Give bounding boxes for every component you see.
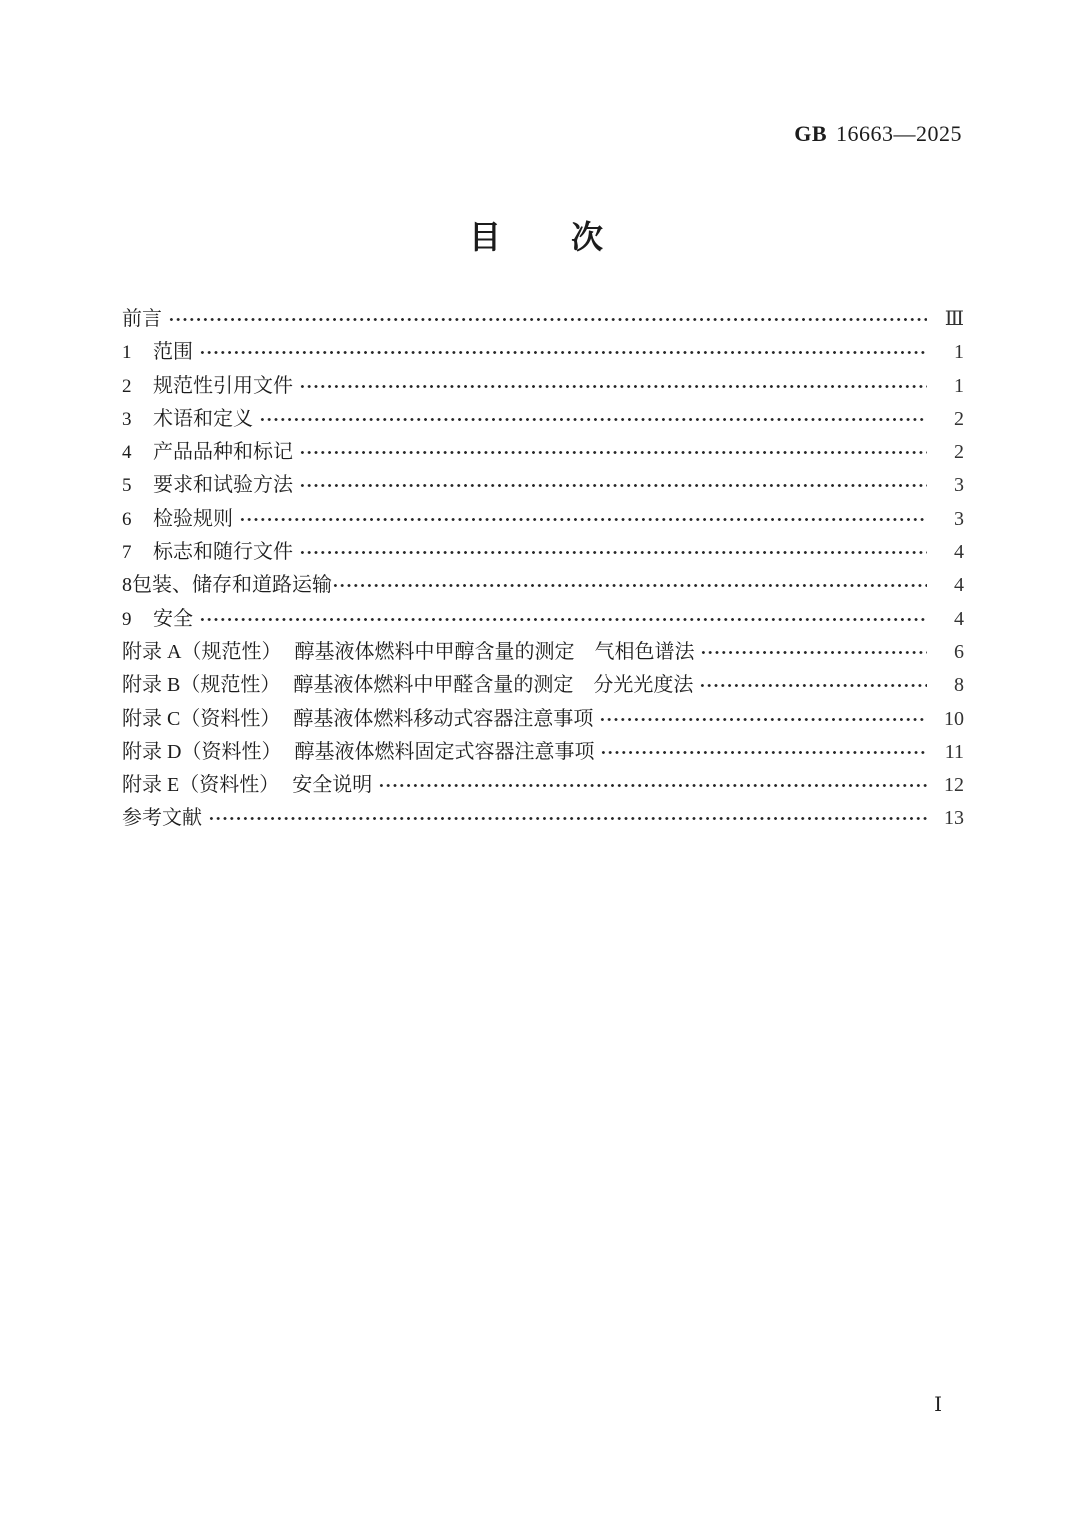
toc-entry-label: 附录 A（规范性） <box>122 640 282 663</box>
toc-entry-label: 2 <box>122 375 132 397</box>
toc-entry-title: 产品品种和标记 <box>153 441 293 464</box>
standard-code-number: 16663—2025 <box>836 121 962 146</box>
toc-entry-page: 1 <box>954 341 964 364</box>
toc-entry-label: 附录 D（资料性） <box>122 740 282 763</box>
toc-entry[interactable] <box>122 603 964 636</box>
toc-entry-page: 3 <box>954 474 964 497</box>
toc-entry-label: 3 <box>122 408 132 430</box>
toc-dot-leader <box>299 436 927 469</box>
toc-entry-page: 6 <box>954 640 964 663</box>
toc-dot-leader <box>168 303 927 336</box>
toc-entry[interactable] <box>122 469 964 502</box>
toc-entry-title: 范围 <box>153 341 193 364</box>
toc-entry-page: Ⅲ <box>944 308 964 330</box>
toc-entry-label: 附录 C（资料性） <box>122 707 281 730</box>
toc-dot-leader <box>600 736 927 769</box>
toc-entry-title: 安全 <box>153 607 193 630</box>
toc-entry-page: 4 <box>954 541 964 564</box>
toc-entry-page: 12 <box>944 774 964 797</box>
toc-entry-label: 1 <box>122 342 132 364</box>
toc-entry[interactable] <box>122 703 964 736</box>
toc-entry-label: 5 <box>122 475 132 497</box>
toc-entry-title: 包装、储存和道路运输 <box>132 574 332 597</box>
toc-entry-title: 醇基液体燃料移动式容器注意事项 <box>293 707 594 730</box>
toc-entry-title: 术语和定义 <box>153 407 253 430</box>
toc-entry[interactable] <box>122 336 964 369</box>
toc-entry-page: 11 <box>944 740 964 763</box>
toc-dot-leader <box>299 469 927 502</box>
toc-entry[interactable] <box>122 569 964 602</box>
toc-dot-leader <box>700 636 927 669</box>
toc-entry[interactable] <box>122 503 964 536</box>
toc-dot-leader <box>378 769 927 802</box>
toc-dot-leader <box>199 603 927 636</box>
toc-entry-label: 8 <box>122 574 132 597</box>
toc-entry-title: 安全说明 <box>292 774 373 797</box>
toc-entry-title: 醇基液体燃料中甲醛含量的测定 分光光度法 <box>293 674 694 697</box>
toc-entry-page: 3 <box>954 507 964 530</box>
toc-entry-page: 10 <box>944 707 964 730</box>
standard-code <box>794 121 962 147</box>
toc-entry-title: 检验规则 <box>153 507 233 530</box>
toc-entry-page: 13 <box>944 807 964 830</box>
toc-entry-page: 2 <box>954 441 964 464</box>
toc-entry-label: 6 <box>122 508 132 530</box>
toc-entry-label: 4 <box>122 442 132 464</box>
toc-dot-leader <box>299 370 927 403</box>
toc-dot-leader <box>599 703 927 736</box>
toc-entry[interactable] <box>122 303 964 336</box>
toc-entry-label: 参考文献 <box>122 807 202 830</box>
toc-dot-leader <box>699 669 927 702</box>
toc-dot-leader <box>239 503 927 536</box>
toc-dot-leader <box>332 569 927 602</box>
toc-list <box>122 303 964 836</box>
toc-entry-page: 4 <box>954 574 964 597</box>
toc-entry-page: 2 <box>954 407 964 430</box>
toc-entry-label: 7 <box>122 542 132 564</box>
toc-entry-label: 9 <box>122 608 132 630</box>
toc-entry-page: 1 <box>954 374 964 397</box>
toc-entry-title: 标志和随行文件 <box>153 541 293 564</box>
toc-entry[interactable] <box>122 669 964 702</box>
toc-entry[interactable] <box>122 536 964 569</box>
toc-entry[interactable] <box>122 802 964 835</box>
toc-entry-label: 前言 <box>122 308 162 330</box>
toc-dot-leader <box>299 536 927 569</box>
standard-code-prefix: GB <box>794 121 827 146</box>
toc-entry-label: 附录 B（规范性） <box>122 674 281 697</box>
toc-entry[interactable] <box>122 736 964 769</box>
toc-entry[interactable] <box>122 769 964 802</box>
page-title: 目 次 <box>468 219 605 255</box>
toc-dot-leader <box>208 802 927 835</box>
toc-entry-page: 4 <box>954 607 964 630</box>
toc-dot-leader <box>199 336 927 369</box>
toc-entry[interactable] <box>122 636 964 669</box>
toc-entry[interactable] <box>122 403 964 436</box>
toc-entry-title: 醇基液体燃料固定式容器注意事项 <box>294 740 595 763</box>
toc-entry-title: 规范性引用文件 <box>153 374 293 397</box>
toc-entry-title: 要求和试验方法 <box>153 474 293 497</box>
toc-dot-leader <box>259 403 927 436</box>
toc-entry-label: 附录 E（资料性） <box>122 774 280 797</box>
toc-entry[interactable] <box>122 370 964 403</box>
toc-entry-title: 醇基液体燃料中甲醇含量的测定 气相色谱法 <box>294 640 695 663</box>
toc-entry-page: 8 <box>954 674 964 697</box>
footer-page-number: Ⅰ <box>934 1394 942 1416</box>
toc-entry[interactable] <box>122 436 964 469</box>
